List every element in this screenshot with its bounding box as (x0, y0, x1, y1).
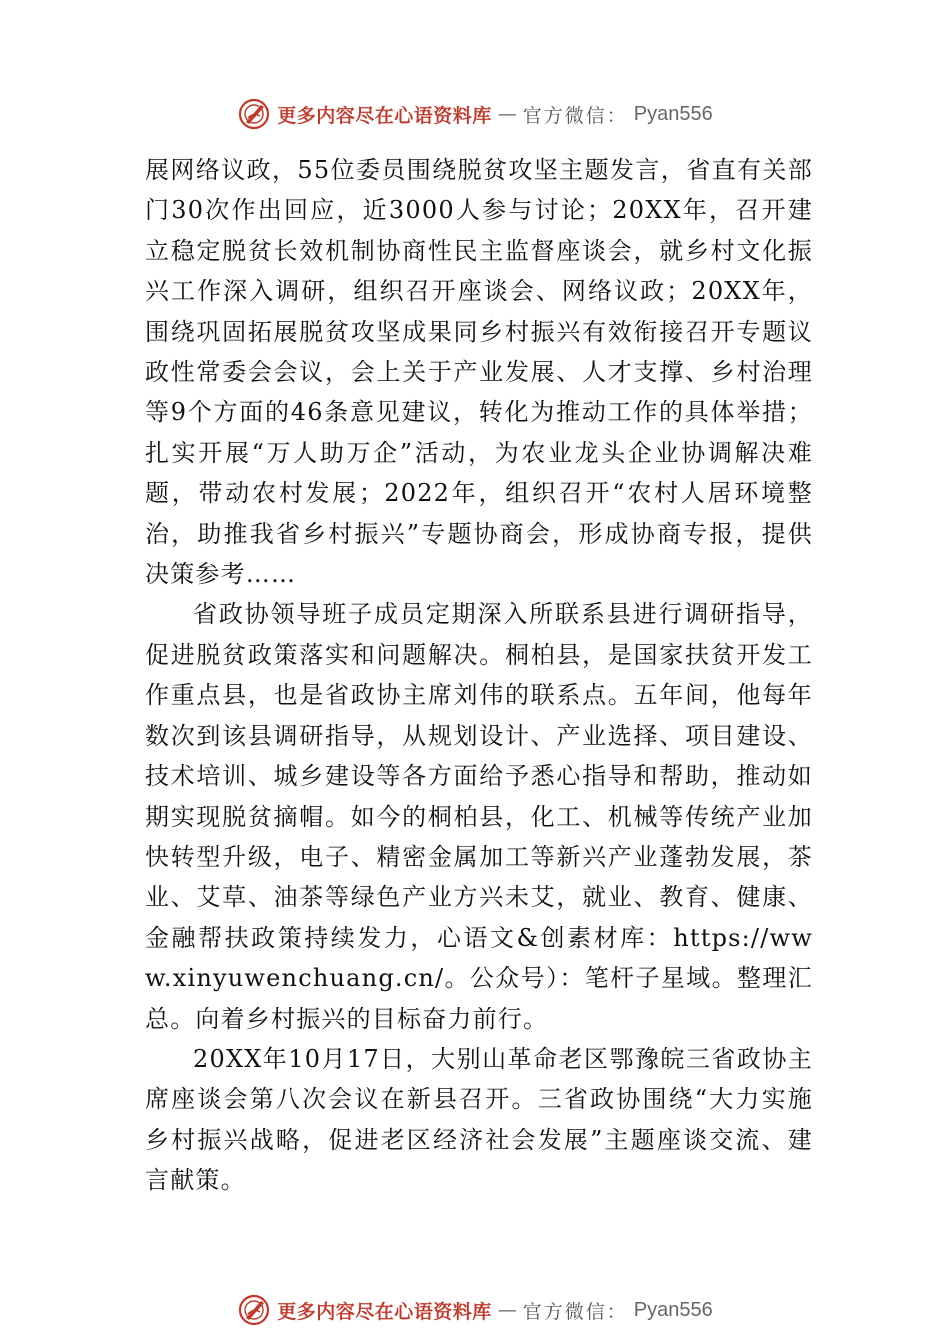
banner-title: 更多内容尽在心语资料库 (277, 104, 492, 127)
banner-separator: — (497, 1299, 517, 1321)
banner-title: 更多内容尽在心语资料库 (277, 1300, 492, 1323)
banner-wechat-label: 官方微信： (522, 1300, 628, 1323)
header-banner (0, 94, 950, 134)
footer-banner (0, 1290, 950, 1330)
red-seal-logo-icon (237, 1293, 271, 1327)
paragraph-1: 展网络议政，55位委员围绕脱贫攻坚主题发言，省直有关部门30次作出回应，近3000人参与讨论；20XX年，召开建立稳定脱贫长效机制协商性民主监督座谈会，就乡村文化振兴工作深入调研，组织召开座谈会、网络议政；20XX年，围绕巩固拓展脱贫攻坚成果同乡村振兴有效衔接召开专题议政性常委会会议，会上关于产业发展、人才支撑、乡村治理等9个方面的46条意见建议，转化为推动工作的具体举措；扎实开展“万人助万企”活动，为农业龙头企业协调解决难题，带动农村发展；2022年，组织召开“农村人居环境整治，助推我省乡村振兴”专题协商会，形成协商专报，提供决策参考…… (145, 156, 813, 589)
banner-wechat-id: Pyan556 (633, 102, 713, 125)
banner-wechat-id: Pyan556 (633, 1298, 713, 1321)
banner-wechat-label: 官方微信： (522, 104, 628, 127)
paragraph-3: 20XX年10月17日，大别山革命老区鄂豫皖三省政协主席座谈会第八次会议在新县召开。三省政协围绕“大力实施乡村振兴战略，促进老区经济社会发展”主题座谈交流、建言献策。 (145, 1044, 813, 1195)
banner-separator: — (497, 103, 517, 125)
document-body (145, 150, 813, 1201)
red-seal-logo-icon (237, 97, 271, 131)
paragraph-2: 省政协领导班子成员定期深入所联系县进行调研指导，促进脱贫政策落实和问题解决。桐柏县，是国家扶贫开发工作重点县，也是省政协主席刘伟的联系点。五年间，他每年数次到该县调研指导，从规划设计、产业选择、项目建设、技术培训、城乡建设等各方面给予悉心指导和帮助，推动如期实现脱贫摘帽。如今的桐柏县，化工、机械等传统产业加快转型升级，电子、精密金属加工等新兴产业蓬勃发展，茶业、艾草、油茶等绿色产业方兴未艾，就业、教育、健康、金融帮扶政策持续发力，心语文&创素材库：https://www.xinyuwenchuang.cn/。公众号）：笔杆子星域。整理汇总。向着乡村振兴的目标奋力前行。 (145, 600, 813, 1033)
